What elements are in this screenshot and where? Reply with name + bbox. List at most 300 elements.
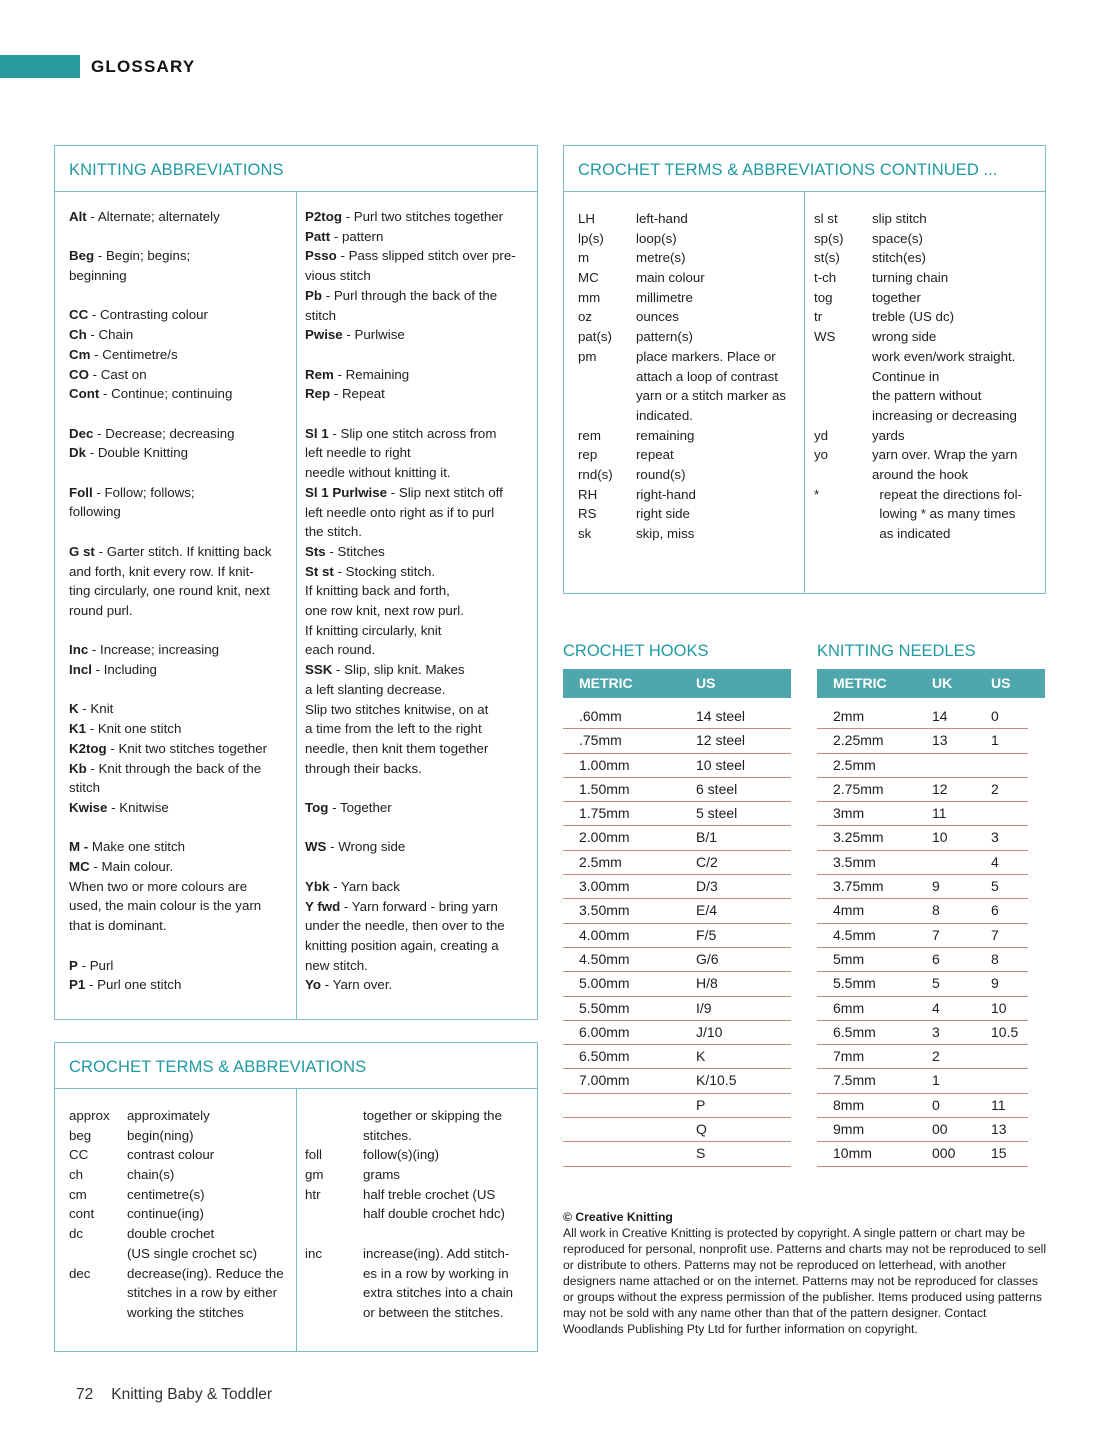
table-row — [563, 924, 791, 948]
table-cell: 8 — [932, 902, 940, 919]
table-cell: C/2 — [696, 853, 718, 870]
term: SSK — [305, 662, 333, 678]
definition: stitch — [69, 780, 101, 796]
definition: - Increase; increasing — [88, 642, 220, 658]
term-row — [578, 307, 800, 327]
definition: metre(s) — [636, 250, 686, 266]
entry-line — [305, 700, 533, 720]
term: gm — [305, 1167, 324, 1183]
definition: - Together — [328, 800, 392, 816]
term-row — [814, 485, 1040, 505]
table-row — [817, 705, 1028, 729]
term: K — [69, 701, 79, 717]
copyright-title: © Creative Knitting — [563, 1210, 673, 1224]
definition: left needle onto right as if to purl — [305, 504, 495, 520]
term — [69, 1303, 127, 1323]
glossary-entry — [305, 365, 533, 404]
table-row — [563, 754, 791, 778]
table-row — [817, 1142, 1028, 1166]
term — [305, 1283, 363, 1303]
entry-line — [305, 660, 533, 680]
term-row — [69, 1106, 294, 1126]
definition: - Including — [91, 662, 157, 678]
entry-line — [69, 581, 294, 601]
entry-line — [305, 286, 533, 306]
glossary-entry — [305, 424, 533, 779]
term-row — [814, 445, 1040, 465]
glossary-entry — [69, 483, 294, 522]
table-row — [817, 802, 1028, 826]
definition: (US single crochet sc) — [127, 1245, 258, 1261]
entry-line — [305, 227, 533, 247]
definition: used, the main colour is the yarn — [69, 898, 262, 914]
term: cont — [69, 1206, 95, 1222]
term: M - — [69, 839, 89, 855]
term — [305, 1126, 363, 1146]
term-row — [814, 524, 1040, 544]
definition: approximately — [127, 1108, 210, 1123]
definition: the pattern without — [872, 388, 982, 404]
term-row — [69, 1145, 294, 1165]
term: Sl 1 Purlwise — [305, 484, 388, 500]
term: Foll — [69, 484, 93, 500]
table-row — [563, 1118, 791, 1142]
term: yo — [814, 447, 829, 463]
term-row — [814, 386, 1040, 406]
glossary-entry — [69, 956, 294, 995]
term: K1 — [69, 721, 86, 737]
table-cell: 10 — [932, 829, 948, 846]
entry-line — [305, 601, 533, 621]
definition: together or skipping the — [363, 1108, 502, 1123]
table-cell: F/5 — [696, 926, 717, 943]
term: Incl — [69, 662, 92, 678]
term: CO — [69, 366, 89, 382]
column-header: US — [696, 675, 716, 691]
term-row — [305, 1303, 533, 1323]
table-row — [563, 705, 791, 729]
table-cell: 1 — [991, 732, 999, 749]
term: tog — [814, 289, 833, 305]
table-cell: 3.5mm — [833, 853, 876, 870]
entry-line — [69, 837, 294, 857]
definition: - Slip one stitch across from — [328, 425, 497, 441]
term-row — [578, 485, 800, 505]
table-cell: 5 — [991, 878, 999, 895]
copyright-body: All work in Creative Knitting is protected by copyright. A single pattern or chart may be reproduced for personal, nonprofit use. Patterns and charts may not be reproduced to sell or distribute to others. Patterns may not be reproduced on letterhead, with another designers name attached or on the internet. Patterns may not be reproduced for classes or groups without the express permission of the publisher. Items produced using patterns may not be sold with any name other than that of the pattern designer. Contact Woodlands Publishing Pty Ltd for further information on copyright. — [563, 1226, 1047, 1336]
definition: around the hook — [872, 466, 969, 482]
term: Tog — [305, 800, 329, 816]
definition: skip, miss — [636, 526, 695, 541]
definition: Continue in — [872, 368, 940, 384]
definition: begin(ning) — [127, 1127, 194, 1143]
term: Cm — [69, 346, 91, 362]
term — [578, 367, 636, 387]
table-row — [563, 826, 791, 850]
term-row — [578, 504, 800, 524]
term — [305, 1264, 363, 1284]
term: P2tog — [305, 209, 342, 224]
definition: decrease(ing). Reduce the — [127, 1265, 284, 1281]
entry-line — [69, 798, 294, 818]
term — [814, 367, 872, 387]
table-cell: 4mm — [833, 902, 865, 919]
entry-line — [305, 621, 533, 641]
term: CC — [69, 307, 89, 323]
table-cell: 1.75mm — [579, 805, 630, 822]
definition: Make one stitch — [88, 839, 186, 855]
definition: es in a row by working in — [363, 1265, 509, 1281]
table-cell: 5 — [932, 975, 940, 992]
column-divider — [296, 191, 297, 1019]
term: K2tog — [69, 740, 107, 756]
column-divider — [804, 191, 805, 593]
term: WS — [814, 329, 836, 345]
definition: right side — [636, 506, 690, 522]
definition: remaining — [636, 427, 695, 443]
table-cell: 9 — [932, 878, 940, 895]
term: P1 — [69, 977, 86, 993]
table-row — [817, 1045, 1028, 1069]
table-row — [817, 1094, 1028, 1118]
term: rnd(s) — [578, 466, 613, 482]
table-row — [817, 972, 1028, 996]
table-cell: K — [696, 1048, 706, 1065]
term-row — [814, 504, 1040, 524]
definition: pattern(s) — [636, 329, 693, 345]
definition: - Stitches — [325, 543, 385, 559]
crochet-continued-box — [563, 145, 1046, 594]
entry-line — [305, 916, 533, 936]
term-row — [578, 367, 800, 387]
table-row — [817, 948, 1028, 972]
definition: - Decrease; decreasing — [93, 425, 235, 441]
table-cell: I/9 — [696, 999, 712, 1016]
entry-line — [305, 759, 533, 779]
table-cell: B/1 — [696, 829, 718, 846]
definition: through their backs. — [305, 760, 422, 776]
definition: double crochet — [127, 1226, 215, 1242]
term-row — [578, 445, 800, 465]
term: St st — [305, 563, 334, 579]
definition: one row knit, next row purl. — [305, 603, 464, 619]
term: CC — [69, 1147, 89, 1163]
table-row — [563, 851, 791, 875]
entry-line — [305, 522, 533, 542]
term-row — [305, 1224, 533, 1244]
table-cell: 6.00mm — [579, 1023, 630, 1040]
term-row — [814, 426, 1040, 446]
term: pat(s) — [578, 329, 612, 345]
term-row — [814, 229, 1040, 249]
entry-line — [69, 384, 294, 404]
entry-line — [305, 956, 533, 976]
table-cell: 14 steel — [696, 708, 746, 724]
term: RH — [578, 486, 598, 502]
table-cell: 6 — [932, 950, 940, 967]
term-row — [578, 268, 800, 288]
entry-line — [69, 601, 294, 621]
term-row — [305, 1165, 533, 1185]
table-cell: 6.5mm — [833, 1023, 876, 1040]
term: ch — [69, 1167, 84, 1183]
term: WS — [305, 839, 327, 855]
definition: treble (US dc) — [872, 309, 955, 325]
definition: space(s) — [872, 230, 923, 246]
definition: - Double Knitting — [86, 445, 188, 461]
table-cell: 1 — [932, 1072, 940, 1089]
table-cell: 11 — [932, 805, 947, 822]
term: Dec — [69, 425, 94, 441]
definition: grams — [363, 1167, 400, 1183]
definition: - Wrong side — [326, 839, 406, 855]
entry-line — [305, 325, 533, 345]
definition: a left slanting decrease. — [305, 681, 446, 697]
table-cell: 10 — [991, 999, 1007, 1016]
entry-line — [69, 305, 294, 325]
page-footer — [76, 1386, 272, 1404]
entry-line — [69, 325, 294, 345]
definition: - Repeat — [330, 386, 385, 402]
term: Pb — [305, 287, 322, 303]
term-row — [814, 288, 1040, 308]
entry-line — [305, 562, 533, 582]
table-cell: 13 — [932, 732, 948, 749]
term-row — [814, 347, 1040, 367]
definition: left needle to right — [305, 445, 411, 461]
term: lp(s) — [578, 230, 604, 246]
table-cell: 5.5mm — [833, 975, 876, 992]
definition: stitches in a row by either — [127, 1285, 278, 1301]
term: sp(s) — [814, 230, 844, 246]
glossary-entry — [305, 798, 533, 818]
table-cell: 7 — [932, 926, 940, 943]
table-cell: 2.25mm — [833, 732, 884, 749]
glossary-entry — [69, 424, 294, 463]
definition: turning chain — [872, 270, 949, 286]
definition: loop(s) — [636, 230, 677, 246]
definition: stitch(es) — [872, 250, 926, 266]
term-row — [814, 248, 1040, 268]
definition: - Yarn back — [329, 878, 400, 894]
glossary-entry — [69, 640, 294, 679]
entry-line — [69, 443, 294, 463]
table-cell: 2.75mm — [833, 780, 884, 797]
glossary-entry — [69, 837, 294, 936]
definition: - Purlwise — [342, 327, 405, 343]
term — [305, 1106, 363, 1126]
table-cell: 00 — [932, 1121, 948, 1138]
entry-line — [69, 916, 294, 936]
table-cell: 5.00mm — [579, 975, 630, 992]
definition: vious stitch — [305, 268, 371, 284]
definition: - Garter stitch. If knitting back — [94, 543, 272, 559]
entry-line — [69, 424, 294, 444]
term-row — [69, 1126, 294, 1146]
publication-title: Knitting Baby & Toddler — [111, 1386, 273, 1403]
entry-line — [69, 266, 294, 286]
term-row — [69, 1224, 294, 1244]
term: oz — [578, 309, 593, 325]
table-cell: 9 — [991, 975, 999, 992]
table-row — [563, 1069, 791, 1093]
definition: continue(ing) — [127, 1206, 204, 1222]
table-cell: 7mm — [833, 1048, 865, 1065]
term: pm — [578, 348, 597, 364]
table-row — [563, 1045, 791, 1069]
definition: indicated. — [636, 407, 693, 423]
term-row — [305, 1283, 533, 1303]
definition: - Purl one stitch — [85, 977, 182, 993]
term: Patt — [305, 228, 331, 244]
term: Psso — [305, 248, 337, 264]
term: Inc — [69, 642, 89, 658]
term: inc — [305, 1245, 322, 1261]
table-row — [563, 1142, 791, 1166]
term-row — [69, 1165, 294, 1185]
term: Kb — [69, 760, 87, 776]
glossary-entry — [69, 246, 294, 285]
definition: - Main colour. — [89, 859, 174, 875]
term: rep — [578, 447, 598, 463]
entry-line — [69, 975, 294, 995]
term-row — [578, 426, 800, 446]
table-cell: 3.75mm — [833, 878, 884, 895]
definition: the stitch. — [305, 524, 362, 540]
crochet-hooks-table — [563, 705, 791, 1167]
table-row — [563, 948, 791, 972]
table-cell: 8mm — [833, 1096, 865, 1113]
copyright-notice — [563, 1209, 1049, 1337]
term: m — [578, 250, 590, 266]
term: cm — [69, 1186, 87, 1202]
table-cell: 2.5mm — [579, 853, 622, 870]
crochet-terms-header — [55, 1043, 537, 1089]
term: MC — [578, 270, 599, 286]
definition: repeat the directions fol- — [872, 486, 1023, 502]
definition: extra stitches into a chain — [363, 1285, 514, 1301]
table-row — [817, 1021, 1028, 1045]
term-row — [305, 1244, 533, 1264]
term: MC — [69, 859, 90, 875]
table-cell: G/6 — [696, 950, 719, 967]
term-row — [69, 1283, 294, 1303]
table-cell: 4.00mm — [579, 926, 630, 943]
term: sk — [578, 526, 592, 541]
table-cell: 4 — [991, 853, 999, 870]
definition: - Purl through the back of the — [322, 287, 498, 303]
entry-line — [69, 660, 294, 680]
entry-line — [305, 975, 533, 995]
table-cell: 6.50mm — [579, 1048, 630, 1065]
table-row — [817, 924, 1028, 948]
entry-line — [305, 719, 533, 739]
table-row — [817, 754, 1028, 778]
definition: and forth, knit every row. If knit- — [69, 563, 254, 579]
term: mm — [578, 289, 601, 305]
definition: work even/work straight. — [872, 348, 1016, 364]
term-row — [305, 1204, 533, 1224]
term — [578, 386, 636, 406]
definition: - Knit — [78, 701, 114, 717]
entry-line — [69, 857, 294, 877]
term — [814, 386, 872, 406]
definition: half treble crochet (US — [363, 1186, 496, 1202]
entry-line — [305, 581, 533, 601]
table-cell: 2mm — [833, 708, 865, 724]
term — [814, 524, 872, 544]
term — [814, 465, 872, 485]
definition: - Remaining — [333, 366, 410, 382]
glossary-entry — [69, 699, 294, 817]
term — [578, 406, 636, 426]
entry-line — [69, 877, 294, 897]
entry-line — [69, 365, 294, 385]
definition: - Cast on — [88, 366, 147, 382]
column-header: METRIC — [833, 675, 887, 691]
term: Yo — [305, 977, 322, 993]
term: sl st — [814, 211, 838, 226]
table-cell: 11 — [991, 1096, 1006, 1113]
entry-line — [305, 463, 533, 483]
term-row — [305, 1145, 533, 1165]
term — [814, 347, 872, 367]
term: yd — [814, 427, 829, 443]
definition: left-hand — [636, 211, 688, 226]
term: Alt — [69, 209, 87, 224]
crochet-continued-title: CROCHET TERMS & ABBREVIATIONS CONTINUED ... — [578, 161, 998, 179]
definition: - Centimetre/s — [90, 346, 178, 362]
table-cell: 7 — [991, 926, 999, 943]
definition: - Purl two stitches together — [341, 209, 504, 224]
term-row — [578, 327, 800, 347]
definition: Slip two stitches knitwise, on at — [305, 701, 489, 717]
definition: follow(s)(ing) — [363, 1147, 440, 1163]
table-cell: K/10.5 — [696, 1072, 737, 1089]
entry-line — [305, 266, 533, 286]
term: Y fwd — [305, 898, 341, 914]
term: Sts — [305, 543, 326, 559]
table-cell: 4.5mm — [833, 926, 876, 943]
table-cell: D/3 — [696, 878, 718, 895]
table-cell: 13 — [991, 1121, 1007, 1138]
term: tr — [814, 309, 823, 325]
table-row — [563, 802, 791, 826]
glossary-entry — [305, 207, 533, 345]
definition: chain(s) — [127, 1167, 175, 1183]
definition: round purl. — [69, 602, 133, 618]
entry-line — [305, 640, 533, 660]
header-accent-bar — [0, 55, 80, 78]
table-cell: 3.25mm — [833, 829, 884, 846]
entry-line — [69, 345, 294, 365]
definition: - Stocking stitch. — [333, 563, 436, 579]
definition: ting circularly, one round knit, next — [69, 583, 270, 599]
entry-line — [69, 719, 294, 739]
definition: each round. — [305, 642, 376, 658]
entry-line — [305, 384, 533, 404]
term — [305, 1303, 363, 1323]
term-row — [814, 465, 1040, 485]
table-cell: 5 steel — [696, 805, 738, 822]
term: Sl 1 — [305, 425, 329, 441]
table-cell: 3 — [932, 1023, 940, 1040]
crochet-terms-title: CROCHET TERMS & ABBREVIATIONS — [69, 1058, 367, 1076]
term — [814, 406, 872, 426]
definition: knitting position again, creating a — [305, 937, 499, 953]
definition: - Begin; begins; — [94, 248, 191, 264]
crochet-hooks-title: CROCHET HOOKS — [563, 642, 709, 660]
